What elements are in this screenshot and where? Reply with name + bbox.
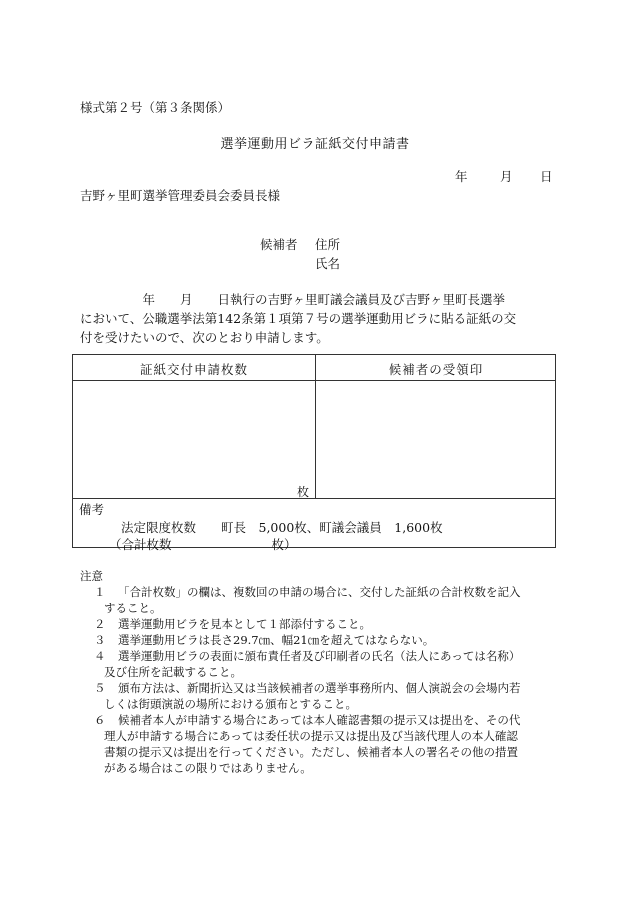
note-item bbox=[94, 648, 520, 680]
remarks-legal-limit: 法定限度枚数 町長 5,000枚、町議会議員 1,600枚 bbox=[121, 520, 443, 535]
statement-line: 年 月 日執行の吉野ヶ里町議会議員及び吉野ヶ里町長選挙 bbox=[80, 292, 506, 307]
note-text: すること。 bbox=[104, 601, 162, 615]
note-item bbox=[94, 680, 521, 712]
note-text: 「合計枚数」の欄は、複数回の申請の場合に、交付した証紙の合計枚数を記入 bbox=[118, 585, 521, 599]
note-item bbox=[94, 632, 434, 648]
note-number: ４ bbox=[94, 649, 106, 663]
statement-line: 付を受けたいので、次のとおり申請します。 bbox=[80, 330, 329, 345]
candidate-address-label: 住所 bbox=[315, 237, 341, 252]
note-text: 選挙運動用ビラを見本として１部添付すること。 bbox=[118, 617, 371, 631]
date-year-label: 年 bbox=[455, 169, 468, 184]
notes-heading: 注意 bbox=[80, 569, 103, 583]
candidate-name-label: 氏名 bbox=[315, 256, 341, 271]
application-table bbox=[72, 354, 556, 552]
note-item bbox=[94, 584, 521, 616]
note-text: 書類の提示又は提出を行ってください。ただし、候補者本人の署名その他の措置 bbox=[104, 745, 518, 759]
note-item bbox=[94, 616, 371, 632]
note-text: 選挙運動用ビラは長さ29.7㎝、幅21㎝を超えてはならない。 bbox=[118, 633, 435, 647]
date-month-label: 月 bbox=[500, 169, 513, 184]
note-text: 及び住所を記載すること。 bbox=[104, 665, 242, 679]
note-text: 選挙運動用ビラの表面に頒布責任者及び印刷者の氏名（法人にあっては名称） bbox=[118, 649, 521, 663]
addressee: 吉野ヶ里町選挙管理委員会委員長様 bbox=[80, 188, 281, 203]
note-number: ５ bbox=[94, 681, 106, 695]
application-statement bbox=[80, 290, 560, 347]
header-receipt-seal: 候補者の受領印 bbox=[388, 362, 484, 377]
note-text: 理人が申請する場合にあっては委任状の提示又は提出及び当該代理人の本人確認 bbox=[104, 729, 518, 743]
date-day-label: 日 bbox=[540, 169, 553, 184]
note-text: がある場合はこの限りではありません。 bbox=[104, 761, 312, 775]
count-unit: 枚 bbox=[297, 485, 310, 499]
document-title: 選挙運動用ビラ証紙交付申請書 bbox=[220, 137, 410, 152]
header-requested-count: 証紙交付申請枚数 bbox=[139, 362, 248, 377]
note-number: ２ bbox=[94, 617, 106, 631]
remarks-total-count: （合計枚数 枚） bbox=[109, 537, 297, 552]
note-number: １ bbox=[94, 585, 106, 599]
note-item bbox=[94, 712, 520, 776]
note-text: 頒布方法は、新聞折込又は当該候補者の選挙事務所内、個人演説会の会場内若 bbox=[118, 681, 521, 695]
statement-line: において、公職選挙法第142条第１項第７号の選挙運動用ビラに貼る証紙の交 bbox=[80, 311, 517, 326]
candidate-label: 候補者 bbox=[260, 237, 298, 252]
note-number: ３ bbox=[94, 633, 106, 647]
remarks-label: 備考 bbox=[79, 502, 105, 517]
table-remarks-divider bbox=[73, 498, 555, 499]
form-number: 様式第２号（第３条関係） bbox=[80, 100, 231, 115]
note-text: しくは街頭演説の場所における頒布とすること。 bbox=[104, 697, 357, 711]
table-header-divider bbox=[73, 380, 555, 381]
note-number: ６ bbox=[94, 713, 106, 727]
note-text: 候補者本人が申請する場合にあっては本人確認書類の提示又は提出を、その代 bbox=[118, 713, 521, 727]
